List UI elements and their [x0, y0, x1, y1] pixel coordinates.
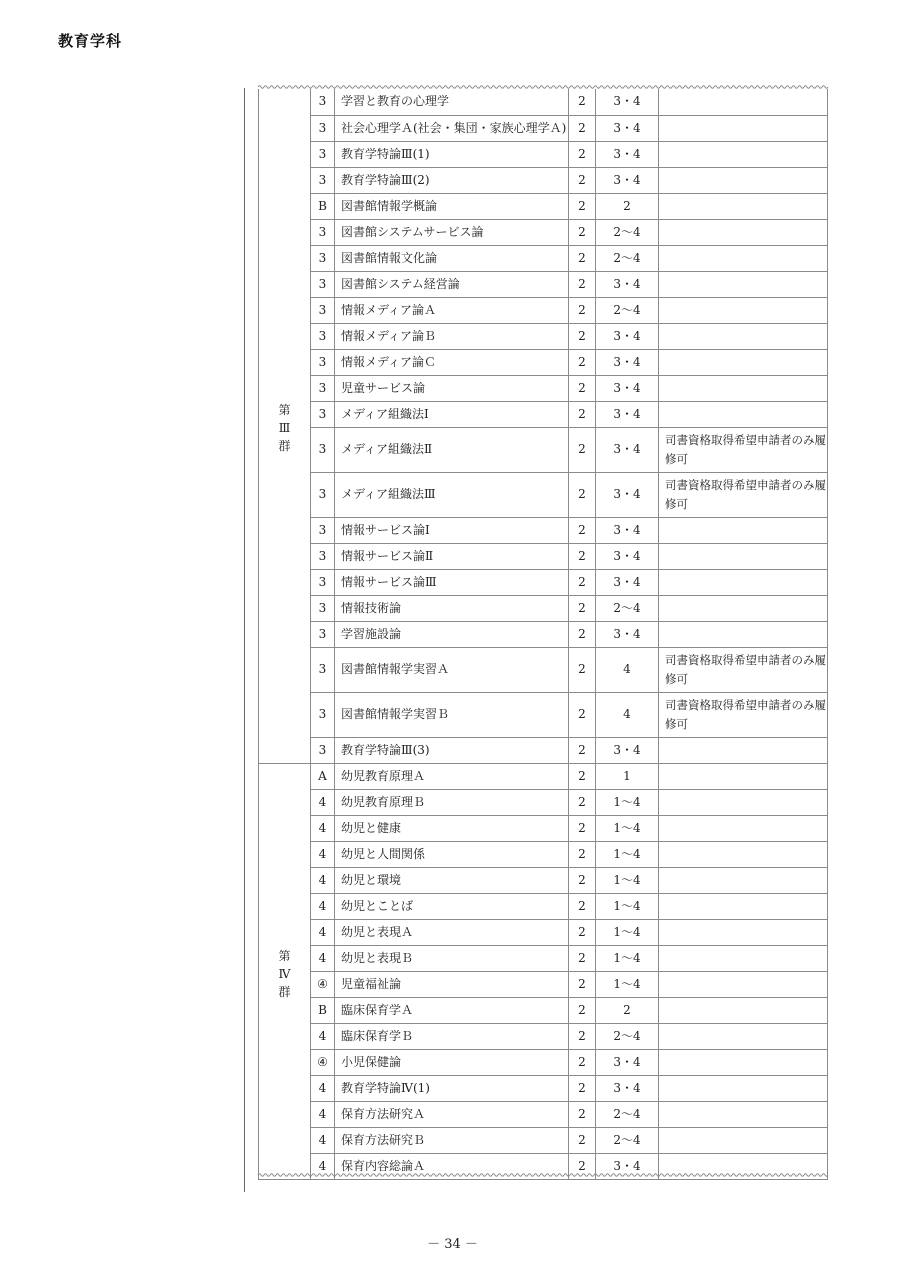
course-name-cell: 図書館情報学実習Ｂ	[335, 692, 569, 737]
note-cell	[659, 595, 828, 621]
note-cell	[659, 997, 828, 1023]
category-cell: 3	[311, 427, 335, 472]
year-cell: 1～4	[596, 893, 659, 919]
credits-cell: 2	[569, 323, 596, 349]
category-cell: ④	[311, 1049, 335, 1075]
category-cell: 4	[311, 945, 335, 971]
table-row	[259, 141, 828, 167]
category-cell: 3	[311, 692, 335, 737]
year-cell: 3・4	[596, 167, 659, 193]
year-cell: 1～4	[596, 867, 659, 893]
course-name-cell: 図書館システム経営論	[335, 271, 569, 297]
category-cell: 4	[311, 867, 335, 893]
course-name-cell: 臨床保育学Ｂ	[335, 1023, 569, 1049]
year-cell: 2～4	[596, 1127, 659, 1153]
table-row	[259, 1127, 828, 1153]
note-cell	[659, 401, 828, 427]
note-cell	[659, 89, 828, 115]
category-cell: B	[311, 997, 335, 1023]
group-label-char: 群	[278, 439, 291, 454]
table-row	[259, 245, 828, 271]
credits-cell: 2	[569, 1049, 596, 1075]
credits-cell: 2	[569, 919, 596, 945]
note-cell	[659, 737, 828, 763]
note-cell	[659, 569, 828, 595]
year-cell: 3・4	[596, 349, 659, 375]
table-row	[259, 543, 828, 569]
credits-cell: 2	[569, 219, 596, 245]
credits-cell: 2	[569, 595, 596, 621]
note-cell	[659, 167, 828, 193]
year-cell: 1～4	[596, 971, 659, 997]
credits-cell: 2	[569, 621, 596, 647]
course-name-cell: 図書館情報学概論	[335, 193, 569, 219]
course-name-cell: 学習と教育の心理学	[335, 89, 569, 115]
course-name-cell: 情報サービス論Ⅲ	[335, 569, 569, 595]
table-row	[259, 401, 828, 427]
category-cell: 4	[311, 919, 335, 945]
course-name-cell: 幼児と健康	[335, 815, 569, 841]
category-cell: 3	[311, 737, 335, 763]
course-name-cell: メディア組織法Ⅰ	[335, 401, 569, 427]
category-cell: 3	[311, 401, 335, 427]
year-cell: 1～4	[596, 815, 659, 841]
year-cell: 3・4	[596, 1153, 659, 1179]
credits-cell: 2	[569, 945, 596, 971]
credits-cell: 2	[569, 167, 596, 193]
year-cell: 3・4	[596, 323, 659, 349]
table-row	[259, 115, 828, 141]
table-row	[259, 971, 828, 997]
category-cell: 3	[311, 517, 335, 543]
year-cell: 2～4	[596, 219, 659, 245]
table-row	[259, 997, 828, 1023]
category-cell: 3	[311, 245, 335, 271]
year-cell: 2～4	[596, 1101, 659, 1127]
table-row	[259, 1101, 828, 1127]
table-row	[259, 1049, 828, 1075]
year-cell: 3・4	[596, 115, 659, 141]
category-cell: 3	[311, 115, 335, 141]
credits-cell: 2	[569, 737, 596, 763]
group-label-cell	[259, 763, 311, 1179]
course-name-cell: 臨床保育学Ａ	[335, 997, 569, 1023]
category-cell: 3	[311, 375, 335, 401]
year-cell: 2～4	[596, 297, 659, 323]
table-row	[259, 297, 828, 323]
table-row	[259, 815, 828, 841]
category-cell: 4	[311, 1023, 335, 1049]
note-cell	[659, 621, 828, 647]
note-cell: 司書資格取得希望申請者のみ履修可	[659, 692, 828, 737]
note-cell	[659, 517, 828, 543]
year-cell: 3・4	[596, 1049, 659, 1075]
year-cell: 3・4	[596, 569, 659, 595]
table-row	[259, 323, 828, 349]
note-cell	[659, 193, 828, 219]
note-cell	[659, 375, 828, 401]
table-row	[259, 1075, 828, 1101]
credits-cell: 2	[569, 692, 596, 737]
course-name-cell: 情報メディア論Ｃ	[335, 349, 569, 375]
course-name-cell: メディア組織法Ⅱ	[335, 427, 569, 472]
year-cell: 4	[596, 692, 659, 737]
note-cell	[659, 1127, 828, 1153]
category-cell: 3	[311, 297, 335, 323]
note-cell	[659, 763, 828, 789]
year-cell: 4	[596, 647, 659, 692]
year-cell: 3・4	[596, 517, 659, 543]
note-cell: 司書資格取得希望申請者のみ履修可	[659, 427, 828, 472]
credits-cell: 2	[569, 543, 596, 569]
note-cell	[659, 271, 828, 297]
category-cell: 4	[311, 1075, 335, 1101]
credits-cell: 2	[569, 349, 596, 375]
note-cell	[659, 789, 828, 815]
category-cell: 4	[311, 893, 335, 919]
credits-cell: 2	[569, 971, 596, 997]
table-row	[259, 945, 828, 971]
course-name-cell: 図書館システムサービス論	[335, 219, 569, 245]
course-name-cell: 幼児と環境	[335, 867, 569, 893]
table-row	[259, 919, 828, 945]
year-cell: 3・4	[596, 543, 659, 569]
margin-rule	[244, 88, 245, 1192]
course-name-cell: メディア組織法Ⅲ	[335, 472, 569, 517]
note-cell: 司書資格取得希望申請者のみ履修可	[659, 472, 828, 517]
credits-cell: 2	[569, 141, 596, 167]
table-row	[259, 349, 828, 375]
table-row	[259, 789, 828, 815]
table-row	[259, 737, 828, 763]
table-row	[259, 167, 828, 193]
course-name-cell: 教育学特論Ⅲ(2)	[335, 167, 569, 193]
credits-cell: 2	[569, 427, 596, 472]
table-row	[259, 893, 828, 919]
table-row	[259, 569, 828, 595]
note-cell: 司書資格取得希望申請者のみ履修可	[659, 647, 828, 692]
credits-cell: 2	[569, 1153, 596, 1179]
course-name-cell: 情報メディア論Ａ	[335, 297, 569, 323]
course-name-cell: 教育学特論Ⅲ(3)	[335, 737, 569, 763]
course-table-body	[259, 89, 828, 1179]
table-row	[259, 375, 828, 401]
category-cell: 3	[311, 543, 335, 569]
year-cell: 1	[596, 763, 659, 789]
course-name-cell: 幼児と人間関係	[335, 841, 569, 867]
year-cell: 3・4	[596, 1075, 659, 1101]
table-row	[259, 621, 828, 647]
course-name-cell: 学習施設論	[335, 621, 569, 647]
course-name-cell: 図書館情報学実習Ａ	[335, 647, 569, 692]
course-name-cell: 幼児教育原理Ｂ	[335, 789, 569, 815]
credits-cell: 2	[569, 815, 596, 841]
course-name-cell: 情報技術論	[335, 595, 569, 621]
category-cell: 3	[311, 595, 335, 621]
category-cell: A	[311, 763, 335, 789]
course-name-cell: 教育学特論Ⅲ(1)	[335, 141, 569, 167]
category-cell: 4	[311, 1127, 335, 1153]
note-cell	[659, 323, 828, 349]
category-cell: 3	[311, 167, 335, 193]
category-cell: 3	[311, 89, 335, 115]
table-row	[259, 219, 828, 245]
credits-cell: 2	[569, 271, 596, 297]
credits-cell: 2	[569, 375, 596, 401]
course-name-cell: 保育内容総論Ａ	[335, 1153, 569, 1179]
credits-cell: 2	[569, 789, 596, 815]
year-cell: 3・4	[596, 375, 659, 401]
credits-cell: 2	[569, 401, 596, 427]
year-cell: 3・4	[596, 141, 659, 167]
group-label-char: 第	[278, 403, 291, 418]
page-header-title: 教育学科	[58, 32, 123, 50]
course-name-cell: 保育方法研究Ａ	[335, 1101, 569, 1127]
course-name-cell: 児童サービス論	[335, 375, 569, 401]
category-cell: ④	[311, 971, 335, 997]
table-row	[259, 692, 828, 737]
table-row	[259, 472, 828, 517]
category-cell: 4	[311, 1101, 335, 1127]
table-row	[259, 841, 828, 867]
year-cell: 3・4	[596, 89, 659, 115]
table-row	[259, 1023, 828, 1049]
note-cell	[659, 297, 828, 323]
category-cell: B	[311, 193, 335, 219]
group-label-char: 第	[278, 948, 291, 963]
year-cell: 3・4	[596, 621, 659, 647]
category-cell: 3	[311, 141, 335, 167]
credits-cell: 2	[569, 472, 596, 517]
credits-cell: 2	[569, 89, 596, 115]
table-row	[259, 193, 828, 219]
credits-cell: 2	[569, 647, 596, 692]
course-name-cell: 保育方法研究Ｂ	[335, 1127, 569, 1153]
credits-cell: 2	[569, 763, 596, 789]
note-cell	[659, 867, 828, 893]
group-label-char: 群	[278, 984, 291, 999]
category-cell: 3	[311, 472, 335, 517]
credits-cell: 2	[569, 517, 596, 543]
credits-cell: 2	[569, 1023, 596, 1049]
credits-cell: 2	[569, 1127, 596, 1153]
year-cell: 2	[596, 997, 659, 1023]
course-name-cell: 幼児と表現Ｂ	[335, 945, 569, 971]
note-cell	[659, 1075, 828, 1101]
category-cell: 4	[311, 1153, 335, 1179]
note-cell	[659, 349, 828, 375]
table-row	[259, 89, 828, 115]
table-row	[259, 763, 828, 789]
wavy-bottom-border	[258, 1172, 828, 1178]
year-cell: 3・4	[596, 271, 659, 297]
table-row	[259, 647, 828, 692]
note-cell	[659, 543, 828, 569]
category-cell: 4	[311, 789, 335, 815]
year-cell: 3・4	[596, 737, 659, 763]
credits-cell: 2	[569, 193, 596, 219]
note-cell	[659, 1023, 828, 1049]
year-cell: 1～4	[596, 789, 659, 815]
course-name-cell: 情報サービス論Ⅰ	[335, 517, 569, 543]
credits-cell: 2	[569, 115, 596, 141]
note-cell	[659, 1101, 828, 1127]
year-cell: 3・4	[596, 401, 659, 427]
note-cell	[659, 893, 828, 919]
note-cell	[659, 919, 828, 945]
category-cell: 3	[311, 219, 335, 245]
category-cell: 3	[311, 621, 335, 647]
note-cell	[659, 1049, 828, 1075]
table-row	[259, 427, 828, 472]
category-cell: 3	[311, 647, 335, 692]
group-label-cell	[259, 89, 311, 763]
category-cell: 3	[311, 569, 335, 595]
year-cell: 3・4	[596, 427, 659, 472]
year-cell: 3・4	[596, 472, 659, 517]
table-row	[259, 595, 828, 621]
table-row	[259, 517, 828, 543]
group-label-char: Ⅳ	[278, 966, 291, 981]
note-cell	[659, 815, 828, 841]
course-name-cell: 社会心理学Ａ(社会・集団・家族心理学Ａ)	[335, 115, 569, 141]
credits-cell: 2	[569, 867, 596, 893]
table-row	[259, 867, 828, 893]
year-cell: 2	[596, 193, 659, 219]
credits-cell: 2	[569, 1075, 596, 1101]
note-cell	[659, 841, 828, 867]
course-name-cell: 幼児教育原理Ａ	[335, 763, 569, 789]
credits-cell: 2	[569, 893, 596, 919]
credits-cell: 2	[569, 997, 596, 1023]
note-cell	[659, 141, 828, 167]
course-name-cell: 小児保健論	[335, 1049, 569, 1075]
group-label-char: Ⅲ	[278, 421, 291, 436]
credits-cell: 2	[569, 245, 596, 271]
course-name-cell: 幼児とことば	[335, 893, 569, 919]
course-table	[258, 89, 828, 1180]
credits-cell: 2	[569, 297, 596, 323]
credits-cell: 2	[569, 1101, 596, 1127]
course-name-cell: 情報メディア論Ｂ	[335, 323, 569, 349]
year-cell: 1～4	[596, 919, 659, 945]
year-cell: 2～4	[596, 1023, 659, 1049]
credits-cell: 2	[569, 569, 596, 595]
note-cell	[659, 971, 828, 997]
note-cell	[659, 945, 828, 971]
course-name-cell: 幼児と表現Ａ	[335, 919, 569, 945]
category-cell: 4	[311, 815, 335, 841]
note-cell	[659, 115, 828, 141]
note-cell	[659, 245, 828, 271]
category-cell: 4	[311, 841, 335, 867]
course-name-cell: 図書館情報文化論	[335, 245, 569, 271]
course-name-cell: 情報サービス論Ⅱ	[335, 543, 569, 569]
year-cell: 1～4	[596, 945, 659, 971]
course-name-cell: 教育学特論Ⅳ(1)	[335, 1075, 569, 1101]
year-cell: 2～4	[596, 595, 659, 621]
table-row	[259, 271, 828, 297]
note-cell	[659, 219, 828, 245]
category-cell: 3	[311, 271, 335, 297]
page-number: － 34 －	[427, 1237, 478, 1252]
category-cell: 3	[311, 323, 335, 349]
category-cell: 3	[311, 349, 335, 375]
year-cell: 2～4	[596, 245, 659, 271]
course-name-cell: 児童福祉論	[335, 971, 569, 997]
year-cell: 1～4	[596, 841, 659, 867]
credits-cell: 2	[569, 841, 596, 867]
